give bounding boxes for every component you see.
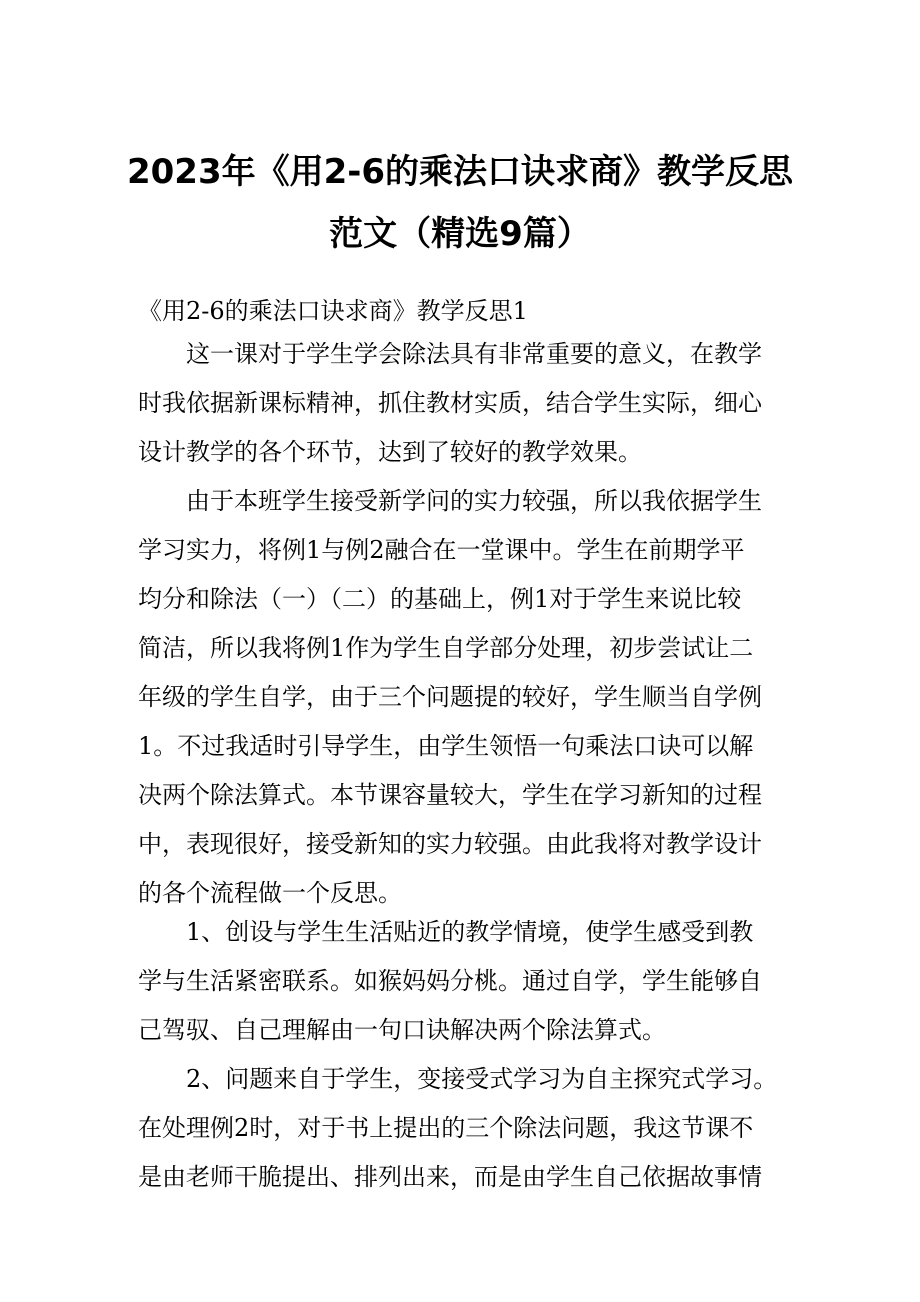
text-line: 由于本班学生接受新学问的实力较强，所以我依据学生 (186, 487, 762, 515)
document-title-line-1: 2023年《用2-6的乘法口诀求商》教学反思 (126, 152, 794, 192)
text-line: 设计教学的各个环节，达到了较好的教学效果。 (138, 438, 642, 466)
text-line: 年级的学生自学，由于三个问题提的较好，学生顺当自学例 (138, 683, 762, 711)
text-line: 2、问题来自于学生，变接受式学习为自主探究式学习。 (186, 1065, 778, 1093)
paragraph-2 (138, 477, 798, 918)
text-line: 己驾驭、自己理解由一句口诀解决两个除法算式。 (138, 1016, 666, 1044)
paragraph-1 (138, 330, 798, 477)
text-line: 1、创设与学生生活贴近的教学情境，使学生感受到教 (186, 918, 754, 946)
text-line: 决两个除法算式。本节课容量较大，学生在学习新知的过程 (138, 781, 762, 809)
text-line: 学与生活紧密联系。如猴妈妈分桃。通过自学，学生能够自 (138, 967, 762, 995)
text-line: 1。不过我适时引导学生，由学生领悟一句乘法口诀可以解 (138, 732, 754, 760)
text-line: 在处理例2时，对于书上提出的三个除法问题，我这节课不 (138, 1114, 754, 1142)
section-heading: 《用2-6的乘法口诀求商》教学反思1 (138, 297, 528, 325)
document-title-line-2: 范文（精选9篇） (329, 214, 591, 254)
text-line: 中，表现很好，接受新知的实力较强。由此我将对教学设计 (138, 830, 762, 858)
text-line: 这一课对于学生学会除法具有非常重要的意义，在教学 (186, 340, 762, 368)
text-line: 时我依据新课标精神，抓住教材实质，结合学生实际，细心 (138, 389, 762, 417)
paragraph-4 (138, 1055, 798, 1202)
text-line: 均分和除法（一）（二）的基础上，例1对于学生来说比较 (138, 585, 742, 613)
text-line: 简洁，所以我将例1作为学生自学部分处理，初步尝试让二 (138, 634, 754, 662)
text-line: 是由老师干脆提出、排列出来，而是由学生自己依据故事情 (138, 1163, 762, 1191)
text-line: 的各个流程做一个反思。 (138, 879, 402, 907)
text-line: 学习实力，将例1与例2融合在一堂课中。学生在前期学平 (138, 536, 745, 564)
paragraph-3 (138, 908, 798, 1055)
